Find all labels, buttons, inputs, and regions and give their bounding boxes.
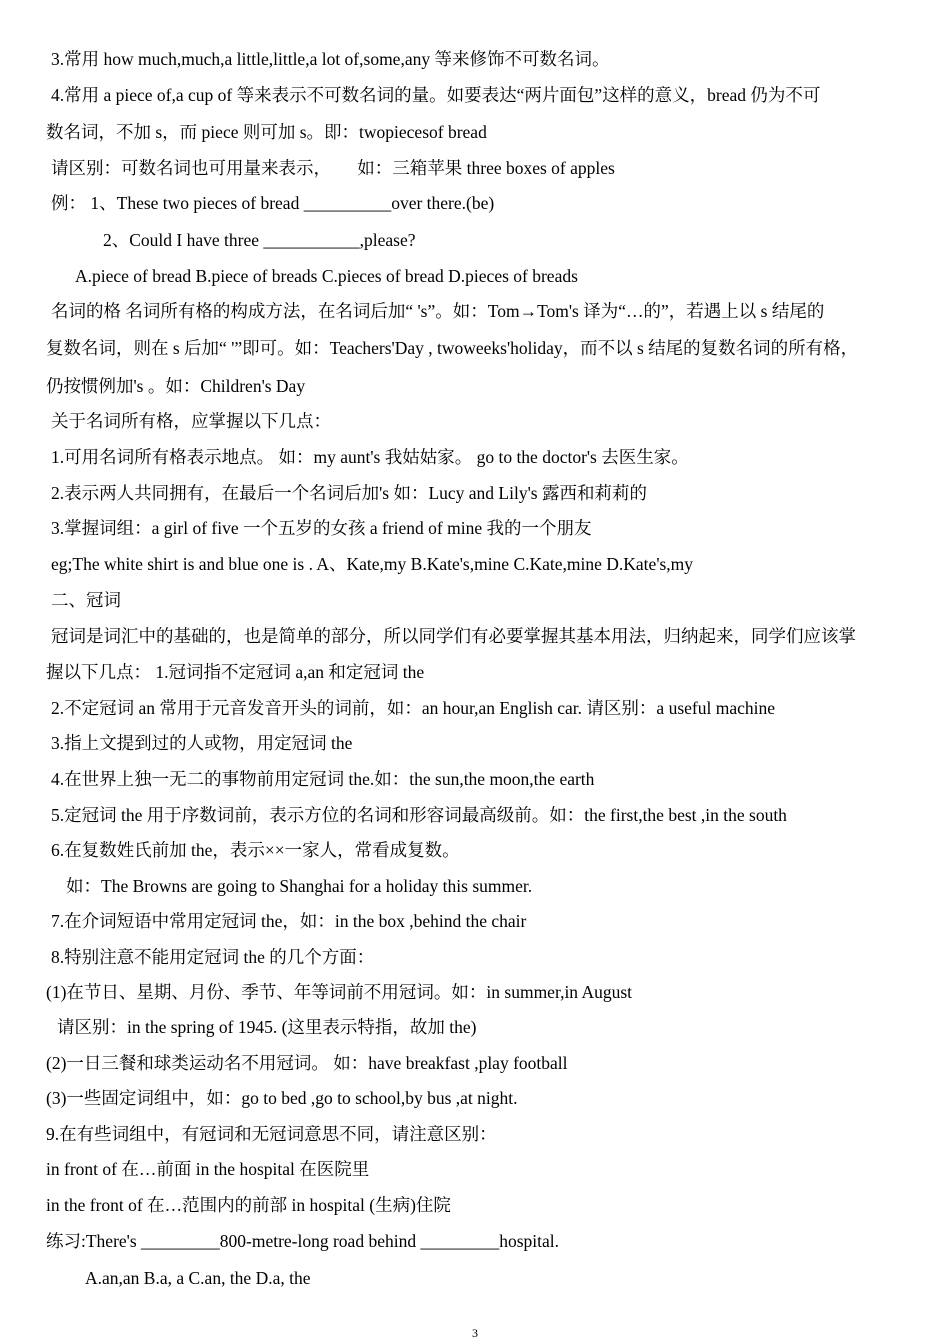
text-line: 握以下几点： 1.冠词指不定冠词 a,an 和定冠词 the	[46, 662, 425, 682]
text-line: (3)一些固定词组中，如：go to bed ,go to school,by bus ,at night.	[46, 1088, 518, 1108]
text-line: 请区别：可数名词也可用量来表示， 如：三箱苹果 three boxes of apples	[51, 158, 615, 178]
text-line: 4.常用 a piece of,a cup of 等来表示不可数名词的量。如要表达“两片面包”这样的意义，bread 仍为不可	[51, 85, 821, 105]
section-heading: 二、冠词	[51, 590, 121, 610]
text-line: in the front of 在…范围内的前部 in hospital (生病)住院	[46, 1195, 451, 1215]
text-line: 2、Could I have three ___________,please?	[103, 230, 416, 250]
exercise-options: A.an,an B.a, a C.an, the D.a, the	[85, 1268, 311, 1288]
text-line: 5.定冠词 the 用于序数词前，表示方位的名词和形容词最高级前。如：the first,the best ,in the south	[51, 805, 787, 825]
page-number: 3	[472, 1326, 478, 1340]
text-line: 1.可用名词所有格表示地点。 如：my aunt's 我姑姑家。 go to the doctor's 去医生家。	[51, 447, 689, 467]
text-line: 3.指上文提到过的人或物，用定冠词 the	[51, 733, 353, 753]
text-line: eg;The white shirt is and blue one is . A、Kate,my B.Kate's,mine C.Kate,mine D.Kate's,my	[51, 554, 694, 574]
text-line: 6.在复数姓氏前加 the，表示××一家人，常看成复数。	[51, 840, 460, 860]
text-line: 9.在有些词组中，有冠词和无冠词意思不同，请注意区别：	[46, 1124, 497, 1144]
text-line: 如：The Browns are going to Shanghai for a holiday this summer.	[66, 876, 533, 896]
text-line: 8.特别注意不能用定冠词 the 的几个方面：	[51, 947, 375, 967]
text-line: in front of 在…前面 in the hospital 在医院里	[46, 1159, 370, 1179]
text-line: (2)一日三餐和球类运动名不用冠词。 如：have breakfast ,play football	[46, 1053, 568, 1073]
text-line: 请区别：in the spring of 1945. (这里表示特指，故加 the)	[57, 1017, 477, 1037]
text-line: (1)在节日、星期、月份、季节、年等词前不用冠词。如：in summer,in August	[46, 982, 633, 1002]
text-line: 7.在介词短语中常用定冠词 the，如：in the box ,behind the chair	[51, 911, 527, 931]
text-line: 名词的格 名词所有格的构成方法，在名词后加“ 's”。如：Tom→Tom's 译为“…的”，若遇上以 s 结尾的	[51, 301, 825, 321]
exercise-line: 练习:There's _________800-metre-long road behind _________hospital.	[46, 1231, 559, 1251]
text-line: 例： 1、These two pieces of bread __________over there.(be)	[51, 193, 495, 213]
text-line: 复数名词，则在 s 后加“ '”即可。如：Teachers'Day , twoweeks'holiday，而不以 s 结尾的复数名词的所有格，	[46, 338, 859, 358]
text-line: 3.掌握词组：a girl of five 一个五岁的女孩 a friend of mine 我的一个朋友	[51, 518, 592, 538]
text-line: 2.表示两人共同拥有，在最后一个名词后加's 如：Lucy and Lily's 露西和莉莉的	[51, 483, 647, 503]
text-line: 2.不定冠词 an 常用于元音发音开头的词前，如：an hour,an English car. 请区别：a useful machine	[51, 698, 775, 718]
text-line: 冠词是词汇中的基础的，也是简单的部分，所以同学们有必要掌握其基本用法，归纳起来，同学们应该掌	[51, 626, 856, 646]
text-line: A.piece of bread B.piece of breads C.pieces of bread D.pieces of breads	[75, 266, 578, 286]
text-line: 数名词，不加 s，而 piece 则可加 s。即：twopiecesof bread	[46, 122, 487, 142]
text-line: 仍按惯例加's 。如：Children's Day	[46, 376, 306, 396]
text-line: 4.在世界上独一无二的事物前用定冠词 the.如：the sun,the moon,the earth	[51, 769, 595, 789]
text-line: 3.常用 how much,much,a little,little,a lot of,some,any 等来修饰不可数名词。	[51, 49, 610, 69]
text-line: 关于名词所有格，应掌握以下几点：	[51, 411, 331, 431]
